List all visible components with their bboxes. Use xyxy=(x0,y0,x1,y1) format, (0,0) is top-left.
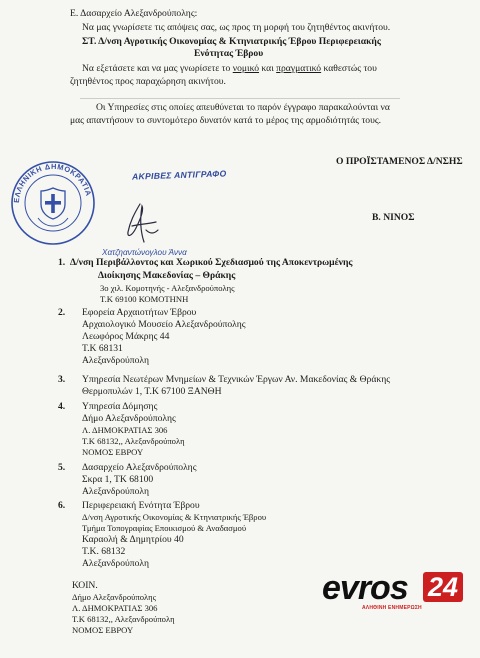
recipient-6-line-5: Τ.Κ. 68132 xyxy=(82,546,126,557)
official-seal xyxy=(10,160,96,246)
recipient-1-line-4: Τ.Κ 69100 ΚΟΜΟΤΗΝΗ xyxy=(100,294,189,304)
intro-line-2: Να μας γνωρίσετε τις απόψεις σας, ως προς τη μορφή του ζητηθέντος ακινήτου. xyxy=(82,22,391,33)
handwritten-signature xyxy=(118,200,164,248)
koin-line-3: Τ.Κ 68132,, Αλεξανδρούπολη xyxy=(72,614,175,624)
recipient-5-number: 5. xyxy=(58,462,66,473)
recipient-3-number: 3. xyxy=(58,374,66,385)
recipient-5-line-1: Δασαρχείο Αλεξανδρούπολης xyxy=(82,462,197,473)
intro-line-7: Οι Υπηρεσίες στις οποίες απευθύνεται το παρόν έγγραφο παρακαλούνται να xyxy=(96,102,390,113)
recipient-1-line-2: Διοίκησης Μακεδονίας – Θράκης xyxy=(98,270,236,281)
recipient-6-line-6: Αλεξανδρούπολη xyxy=(82,558,149,569)
intro-line-3: ΣΤ. Δ/νση Αγροτικής Οικονομίας & Κτηνιατρικής Έβρου Περιφερειακής xyxy=(82,36,381,47)
recipient-3-line-2: Θερμοπυλών 1, Τ.Κ 67100 ΞΑΝΘΗ xyxy=(82,386,222,397)
recipient-6-line-1: Περιφερειακή Ενότητα Έβρου xyxy=(82,500,200,511)
recipient-6-line-4: Καραολή & Δημητρίου 40 xyxy=(82,534,184,545)
recipient-1-line-3: 3ο χιλ. Κομοτηνής - Αλεξανδρούπολης xyxy=(100,283,235,293)
recipient-4-line-2: Δήμο Αλεξανδρούπολης xyxy=(82,413,176,424)
intro-line-5 xyxy=(82,63,377,74)
recipient-5-line-2: Σκρα 1, ΤΚ 68100 xyxy=(82,474,154,485)
intro-line-5-mid: και xyxy=(259,63,277,74)
recipient-4-line-3: Λ. ΔΗΜΟΚΡΑΤΙΑΣ 306 xyxy=(82,425,168,435)
recipient-4-line-5: ΝΟΜΟΣ ΕΒΡΟΥ xyxy=(82,447,144,457)
recipient-2-line-2: Αρχαιολογικό Μουσείο Αλεξανδρούπολης xyxy=(82,319,246,330)
signatory-name: Β. ΝΙΝΟΣ xyxy=(372,212,415,223)
recipient-2-line-1: Εφορεία Αρχαιοτήτων Έβρου xyxy=(82,307,197,318)
logo-number: 24 xyxy=(423,572,463,602)
koin-line-2: Λ. ΔΗΜΟΚΡΑΤΙΑΣ 306 xyxy=(72,603,158,613)
signer-name-stamp: Χατζηαντώνογλου Άννα xyxy=(102,248,187,257)
intro-line-8: μας απαντήσουν το συντομότερο δυνατόν κατά το μέρος της αρμοδιότητάς τους. xyxy=(70,115,382,126)
intro-actual-word: πραγματικό xyxy=(276,63,322,74)
recipient-6-line-2: Δ/νση Αγροτικής Οικονομίας & Κτηνιατρικής Έβρου xyxy=(82,512,267,522)
recipient-2-line-3: Λεωφόρος Μάκρης 44 xyxy=(82,331,170,342)
recipient-6-number: 6. xyxy=(58,500,66,511)
recipient-4-number: 4. xyxy=(58,401,66,412)
recipient-6-line-3: Τμήμα Τοπογραφίας Εποικισμού & Αναδασμού xyxy=(82,523,247,533)
recipient-5-line-3: Αλεξανδρούπολη xyxy=(82,486,149,497)
intro-line-5-post: καθεστώς του xyxy=(321,63,377,74)
scan-line xyxy=(80,98,400,99)
recipient-4-line-4: Τ.Κ 68132,, Αλεξανδρούπολη xyxy=(82,436,185,446)
intro-line-4: Ενότητας Έβρου xyxy=(194,48,264,59)
koin-line-4: ΝΟΜΟΣ ΕΒΡΟΥ xyxy=(72,625,134,635)
evros24-logo xyxy=(322,570,480,610)
koin-line-1: Δήμο Αλεξανδρούπολης xyxy=(72,592,156,602)
intro-legal-word: νομικό xyxy=(232,63,260,74)
seal-text: ΕΛΛΗΝΙΚΗ ΔΗΜΟΚΡΑΤΙΑ xyxy=(11,161,94,204)
intro-line-5-pre: Να εξετάσετε και να μας γνωρίσετε το xyxy=(82,63,233,74)
coat-of-arms-icon xyxy=(38,188,68,226)
recipient-2-number: 2. xyxy=(58,307,66,318)
signatory-role: Ο ΠΡΟΪΣΤΑΜΕΝΟΣ Δ/ΝΣΗΣ xyxy=(336,156,463,167)
recipient-2-line-5: Αλεξανδρούπολη xyxy=(82,355,149,366)
logo-tagline: ΑΛΗΘΙΝΗ ΕΝΗΜΕΡΩΣΗ xyxy=(362,605,422,611)
recipient-1-line-1: Δ/νση Περιβάλλοντος και Χωρικού Σχεδιασμού της Αποκεντρωμένης xyxy=(70,257,353,268)
intro-line-6: ζητηθέντος προς παραχώρηση ακινήτου. xyxy=(70,76,226,87)
koin-title: ΚΟΙΝ. xyxy=(72,580,98,591)
logo-word: evros xyxy=(322,569,408,607)
recipient-2-line-4: Τ.Κ 68131 xyxy=(82,343,123,354)
recipient-1-number: 1. xyxy=(58,257,66,268)
intro-line-1: Ε. Δασαρχείο Αλεξανδρούπολης: xyxy=(70,8,198,19)
exact-copy-stamp: ΑΚΡΙΒΕΣ ΑΝΤΙΓΡΑΦΟ xyxy=(131,168,227,182)
recipient-3-line-1: Υπηρεσία Νεωτέρων Μνημείων & Τεχνικών Έργων Αν. Μακεδονίας & Θράκης xyxy=(82,374,391,385)
recipient-4-line-1: Υπηρεσία Δόμησης xyxy=(82,401,158,412)
